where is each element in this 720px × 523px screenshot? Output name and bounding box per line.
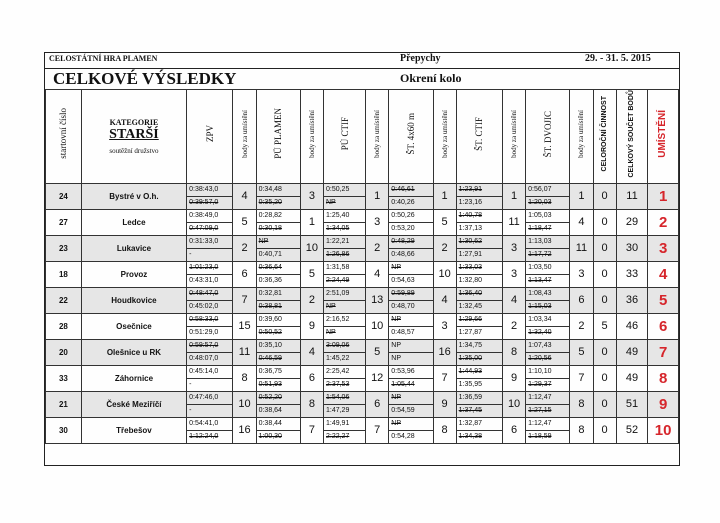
time-attempt-2: 1:32,80 xyxy=(456,274,502,287)
col-start: startovní číslo xyxy=(46,90,82,184)
time-attempt-1: 0:35,10 xyxy=(256,339,300,352)
time-attempt-1: 1:13,03 xyxy=(526,235,570,248)
placement-points: 12 xyxy=(366,365,389,391)
annual-activity: 0 xyxy=(593,417,616,443)
time-attempt-1: 1:54,06 xyxy=(323,391,365,404)
placement-points: 4 xyxy=(233,183,256,209)
col-points: body za umístění xyxy=(433,90,456,184)
placement-points: 9 xyxy=(433,391,456,417)
time-attempt-2: 1:35,95 xyxy=(456,378,502,391)
time-attempt-2: 0:35,20 xyxy=(256,196,300,209)
table-row xyxy=(46,209,679,222)
total-points: 30 xyxy=(616,235,648,261)
team-name: České Meziříčí xyxy=(81,391,186,417)
total-points: 49 xyxy=(616,339,648,365)
time-attempt-1: 3:09,06 xyxy=(323,339,365,352)
placement-points: 2 xyxy=(366,235,389,261)
time-attempt-2: 1:34,38 xyxy=(456,430,502,443)
time-attempt-1: 1:34,75 xyxy=(456,339,502,352)
time-attempt-1: 1:36,59 xyxy=(456,391,502,404)
col-points: body za umístění xyxy=(502,90,525,184)
final-place: 2 xyxy=(648,209,679,235)
time-attempt-2: 1:18,59 xyxy=(526,430,570,443)
time-attempt-1: 0:36,64 xyxy=(256,261,300,274)
placement-points: 1 xyxy=(433,183,456,209)
time-attempt-1: 0:36,75 xyxy=(256,365,300,378)
time-attempt-2: 0:48,66 xyxy=(389,248,433,261)
final-place: 6 xyxy=(648,313,679,339)
time-attempt-2: 1:37,13 xyxy=(456,222,502,235)
time-attempt-1: 0:38:49,0 xyxy=(187,209,233,222)
placement-points: 4 xyxy=(570,209,593,235)
placement-points: 7 xyxy=(300,417,323,443)
time-attempt-2: 1:23,16 xyxy=(456,196,502,209)
time-attempt-2: 0:50,52 xyxy=(256,326,300,339)
placement-points: 6 xyxy=(366,391,389,417)
total-points: 33 xyxy=(616,261,648,287)
time-attempt-2: 1:17,72 xyxy=(526,248,570,261)
col-pp: PŮ PLAMEN xyxy=(256,90,300,184)
team-name: Olešnice u RK xyxy=(81,339,186,365)
time-attempt-1: NP xyxy=(389,417,433,430)
time-attempt-1: NP xyxy=(389,261,433,274)
event-name: CELOSTÁTNÍ HRA PLAMEN xyxy=(49,54,158,63)
time-attempt-1: 1:23,91 xyxy=(456,183,502,196)
placement-points: 9 xyxy=(502,365,525,391)
placement-points: 4 xyxy=(502,287,525,313)
placement-points: 2 xyxy=(233,235,256,261)
time-attempt-1: 0:39,60 xyxy=(256,313,300,326)
col-total: CELKOVÝ SOUČET BODŮ xyxy=(616,90,648,184)
annual-activity: 0 xyxy=(593,365,616,391)
header-row-1 xyxy=(45,53,679,69)
col-pu-ctif: PÚ CTIF xyxy=(323,90,365,184)
final-place: 8 xyxy=(648,365,679,391)
time-attempt-2: 0:30,18 xyxy=(256,222,300,235)
time-attempt-2: NP xyxy=(323,300,365,313)
placement-points: 16 xyxy=(433,339,456,365)
time-attempt-2: NP xyxy=(389,352,433,365)
col-zpv: ZPV xyxy=(187,90,233,184)
annual-activity: 5 xyxy=(593,313,616,339)
time-attempt-2: 1:15,03 xyxy=(526,300,570,313)
time-attempt-2: 1:32,40 xyxy=(526,326,570,339)
placement-points: 10 xyxy=(502,391,525,417)
time-attempt-1: 1:31,58 xyxy=(323,261,365,274)
time-attempt-2: 1:34,05 xyxy=(323,222,365,235)
placement-points: 10 xyxy=(233,391,256,417)
placement-points: 2 xyxy=(433,235,456,261)
team-name: Houdkovice xyxy=(81,287,186,313)
start-number: 30 xyxy=(46,417,82,443)
time-attempt-2: 0:40,71 xyxy=(256,248,300,261)
time-attempt-2: 2:37,53 xyxy=(323,378,365,391)
time-attempt-1: 2:16,52 xyxy=(323,313,365,326)
time-attempt-2: 1:20,56 xyxy=(526,352,570,365)
time-attempt-1: 1:01:23,0 xyxy=(187,261,233,274)
time-attempt-1: 0:45:14,0 xyxy=(187,365,233,378)
placement-points: 3 xyxy=(570,261,593,287)
time-attempt-1: 1:36,40 xyxy=(456,287,502,300)
time-attempt-1: 0:38,44 xyxy=(256,417,300,430)
placement-points: 3 xyxy=(433,313,456,339)
time-attempt-2: 1:18,47 xyxy=(526,222,570,235)
col-st-dvojic: ŠT. DVOJIC xyxy=(526,90,570,184)
time-attempt-1: 0:50,25 xyxy=(323,183,365,196)
round-name: Okrení kolo xyxy=(400,71,462,85)
results-table xyxy=(45,89,679,444)
annual-activity: 0 xyxy=(593,261,616,287)
time-attempt-1: 0:46,61 xyxy=(389,183,433,196)
time-attempt-2: 0:47:09,0 xyxy=(187,222,233,235)
time-attempt-1: 0:38:43,0 xyxy=(187,183,233,196)
table-row xyxy=(46,287,679,300)
time-attempt-1: 1:03,34 xyxy=(526,313,570,326)
time-attempt-2: 1:00,30 xyxy=(256,430,300,443)
time-attempt-1: 0:54:41,0 xyxy=(187,417,233,430)
final-place: 9 xyxy=(648,391,679,417)
final-place: 3 xyxy=(648,235,679,261)
final-place: 5 xyxy=(648,287,679,313)
final-place: 1 xyxy=(648,183,679,209)
time-attempt-1: NP xyxy=(256,235,300,248)
total-points: 52 xyxy=(616,417,648,443)
table-row xyxy=(46,313,679,326)
time-attempt-1: 0:31:33,0 xyxy=(187,235,233,248)
col-points: body za umístění xyxy=(233,90,256,184)
time-attempt-2: 1:20,03 xyxy=(526,196,570,209)
time-attempt-2: 0:51:29,0 xyxy=(187,326,233,339)
placement-points: 4 xyxy=(366,261,389,287)
time-attempt-1: 0:32,81 xyxy=(256,287,300,300)
placement-points: 11 xyxy=(233,339,256,365)
time-attempt-2: 0:54,63 xyxy=(389,274,433,287)
time-attempt-1: NP xyxy=(389,391,433,404)
time-attempt-1: 1:40,78 xyxy=(456,209,502,222)
annual-activity: 0 xyxy=(593,339,616,365)
final-place: 10 xyxy=(648,417,679,443)
time-attempt-2: 1:26,86 xyxy=(323,248,365,261)
time-attempt-2: 1:29,37 xyxy=(526,378,570,391)
time-attempt-2: 1:27,91 xyxy=(456,248,502,261)
time-attempt-1: 1:12,47 xyxy=(526,417,570,430)
total-points: 11 xyxy=(616,183,648,209)
time-attempt-1: 1:32,87 xyxy=(456,417,502,430)
table-row xyxy=(46,391,679,404)
placement-points: 6 xyxy=(233,261,256,287)
time-attempt-2: 1:47,29 xyxy=(323,404,365,417)
time-attempt-2: 0:54,59 xyxy=(389,404,433,417)
placement-points: 16 xyxy=(233,417,256,443)
time-attempt-2: 1:27,15 xyxy=(526,404,570,417)
col-st-ctif: ŠT. CTIF xyxy=(456,90,502,184)
placement-points: 5 xyxy=(366,339,389,365)
time-attempt-2: 1:12:24,0 xyxy=(187,430,233,443)
time-attempt-1: 1:49,91 xyxy=(323,417,365,430)
time-attempt-2: NP xyxy=(323,326,365,339)
placement-points: 8 xyxy=(502,339,525,365)
col-st60: ŠT. 4x60 m xyxy=(389,90,433,184)
placement-points: 1 xyxy=(300,209,323,235)
annual-activity: 0 xyxy=(593,391,616,417)
start-number: 20 xyxy=(46,339,82,365)
col-place: UMÍSTĚNÍ xyxy=(648,90,679,184)
placement-points: 4 xyxy=(433,287,456,313)
page-title: CELKOVÉ VÝSLEDKY xyxy=(53,69,237,88)
event-place: Přepychy xyxy=(400,53,441,64)
placement-points: 2 xyxy=(300,287,323,313)
placement-points: 11 xyxy=(570,235,593,261)
time-attempt-2: 0:39:57,0 xyxy=(187,196,233,209)
placement-points: 10 xyxy=(366,313,389,339)
time-attempt-2: 0:48,57 xyxy=(389,326,433,339)
placement-points: 3 xyxy=(300,183,323,209)
placement-points: 13 xyxy=(366,287,389,313)
time-attempt-1: 1:33,03 xyxy=(456,261,502,274)
placement-points: 8 xyxy=(570,391,593,417)
time-attempt-2: - xyxy=(187,378,233,391)
placement-points: 10 xyxy=(300,235,323,261)
time-attempt-1: 0:48,29 xyxy=(389,235,433,248)
team-name: Lukavice xyxy=(81,235,186,261)
time-attempt-2: 0:38,64 xyxy=(256,404,300,417)
table-row xyxy=(46,365,679,378)
time-attempt-2: 0:51,93 xyxy=(256,378,300,391)
time-attempt-1: 2:25,42 xyxy=(323,365,365,378)
event-dates: 29. - 31. 5. 2015 xyxy=(585,53,651,64)
start-number: 23 xyxy=(46,235,82,261)
placement-points: 8 xyxy=(570,417,593,443)
time-attempt-2: 1:32,45 xyxy=(456,300,502,313)
time-attempt-2: 0:36,36 xyxy=(256,274,300,287)
placement-points: 8 xyxy=(433,417,456,443)
time-attempt-1: 2:51,09 xyxy=(323,287,365,300)
placement-points: 1 xyxy=(366,183,389,209)
time-attempt-2: 0:38,81 xyxy=(256,300,300,313)
placement-points: 7 xyxy=(570,365,593,391)
table-row xyxy=(46,417,679,430)
time-attempt-1: NP xyxy=(389,339,433,352)
placement-points: 2 xyxy=(502,313,525,339)
time-attempt-1: 1:12,47 xyxy=(526,391,570,404)
team-name: Osečnice xyxy=(81,313,186,339)
placement-points: 8 xyxy=(300,391,323,417)
start-number: 28 xyxy=(46,313,82,339)
total-points: 49 xyxy=(616,365,648,391)
team-name: Ledce xyxy=(81,209,186,235)
col-points: body za umístění xyxy=(366,90,389,184)
time-attempt-1: 0:28,82 xyxy=(256,209,300,222)
team-name: Bystré v O.h. xyxy=(81,183,186,209)
placement-points: 5 xyxy=(433,209,456,235)
col-points: body za umístění xyxy=(300,90,323,184)
placement-points: 5 xyxy=(233,209,256,235)
time-attempt-2: - xyxy=(187,404,233,417)
time-attempt-1: 1:30,62 xyxy=(456,235,502,248)
annual-activity: 0 xyxy=(593,209,616,235)
time-attempt-1: 1:29,66 xyxy=(456,313,502,326)
placement-points: 5 xyxy=(570,339,593,365)
time-attempt-1: 1:07,43 xyxy=(526,339,570,352)
time-attempt-1: 0:50,26 xyxy=(389,209,433,222)
start-number: 18 xyxy=(46,261,82,287)
placement-points: 6 xyxy=(502,417,525,443)
time-attempt-1: 0:48:47,0 xyxy=(187,287,233,300)
time-attempt-1: 1:22,21 xyxy=(323,235,365,248)
placement-points: 11 xyxy=(502,209,525,235)
placement-points: 1 xyxy=(570,183,593,209)
time-attempt-2: 1:27,87 xyxy=(456,326,502,339)
time-attempt-2: 0:48:07,0 xyxy=(187,352,233,365)
time-attempt-2: 1:45,22 xyxy=(323,352,365,365)
placement-points: 1 xyxy=(502,183,525,209)
time-attempt-1: 1:25,40 xyxy=(323,209,365,222)
col-celor: CELOROČNÍ ČINNOST xyxy=(593,90,616,184)
total-points: 51 xyxy=(616,391,648,417)
final-place: 7 xyxy=(648,339,679,365)
placement-points: 15 xyxy=(233,313,256,339)
time-attempt-1: 1:03,50 xyxy=(526,261,570,274)
placement-points: 7 xyxy=(233,287,256,313)
start-number: 22 xyxy=(46,287,82,313)
start-number: 21 xyxy=(46,391,82,417)
time-attempt-1: 1:08,43 xyxy=(526,287,570,300)
time-attempt-2: 0:40,26 xyxy=(389,196,433,209)
time-attempt-2: NP xyxy=(323,196,365,209)
annual-activity: 0 xyxy=(593,235,616,261)
start-number: 27 xyxy=(46,209,82,235)
placement-points: 4 xyxy=(300,339,323,365)
table-row xyxy=(46,339,679,352)
time-attempt-1: 0:59,89 xyxy=(389,287,433,300)
time-attempt-1: NP xyxy=(389,313,433,326)
start-number: 24 xyxy=(46,183,82,209)
time-attempt-2: 0:48,70 xyxy=(389,300,433,313)
time-attempt-1: 0:52,20 xyxy=(256,391,300,404)
time-attempt-2: - xyxy=(187,248,233,261)
placement-points: 8 xyxy=(233,365,256,391)
time-attempt-1: 0:47:46,0 xyxy=(187,391,233,404)
annual-activity: 0 xyxy=(593,183,616,209)
results-sheet xyxy=(44,52,680,466)
time-attempt-2: 0:54,28 xyxy=(389,430,433,443)
time-attempt-1: 1:10,10 xyxy=(526,365,570,378)
start-number: 33 xyxy=(46,365,82,391)
time-attempt-2: 1:37,45 xyxy=(456,404,502,417)
time-attempt-1: 0:56,07 xyxy=(526,183,570,196)
placement-points: 9 xyxy=(300,313,323,339)
annual-activity: 0 xyxy=(593,287,616,313)
total-points: 36 xyxy=(616,287,648,313)
time-attempt-1: 0:34,48 xyxy=(256,183,300,196)
final-place: 4 xyxy=(648,261,679,287)
time-attempt-1: 1:44,93 xyxy=(456,365,502,378)
placement-points: 7 xyxy=(433,365,456,391)
placement-points: 3 xyxy=(366,209,389,235)
time-attempt-2: 2:24,49 xyxy=(323,274,365,287)
total-points: 29 xyxy=(616,209,648,235)
placement-points: 7 xyxy=(366,417,389,443)
time-attempt-2: 0:43:31,0 xyxy=(187,274,233,287)
team-name: Záhornice xyxy=(81,365,186,391)
time-attempt-2: 1:05,44 xyxy=(389,378,433,391)
placement-points: 3 xyxy=(502,261,525,287)
total-points: 46 xyxy=(616,313,648,339)
time-attempt-2: 1:13,47 xyxy=(526,274,570,287)
time-attempt-2: 2:22,27 xyxy=(323,430,365,443)
time-attempt-1: 0:58:33,0 xyxy=(187,313,233,326)
table-row xyxy=(46,235,679,248)
placement-points: 3 xyxy=(502,235,525,261)
time-attempt-1: 0:59:57,0 xyxy=(187,339,233,352)
table-row xyxy=(46,183,679,196)
time-attempt-1: 0:53,96 xyxy=(389,365,433,378)
team-name: Třebešov xyxy=(81,417,186,443)
time-attempt-1: 1:05,03 xyxy=(526,209,570,222)
team-name: Provoz xyxy=(81,261,186,287)
time-attempt-2: 0:53,20 xyxy=(389,222,433,235)
header-row-2 xyxy=(45,68,679,90)
placement-points: 6 xyxy=(300,365,323,391)
placement-points: 5 xyxy=(300,261,323,287)
placement-points: 2 xyxy=(570,313,593,339)
placement-points: 10 xyxy=(433,261,456,287)
time-attempt-2: 0:45:02,0 xyxy=(187,300,233,313)
col-category: KATEGORIE STARŠÍ soutěžní družstvo xyxy=(81,90,186,184)
header-row xyxy=(46,90,679,184)
time-attempt-2: 1:35,00 xyxy=(456,352,502,365)
table-row xyxy=(46,261,679,274)
col-points: body za umístění xyxy=(570,90,593,184)
time-attempt-2: 0:46,59 xyxy=(256,352,300,365)
placement-points: 6 xyxy=(570,287,593,313)
